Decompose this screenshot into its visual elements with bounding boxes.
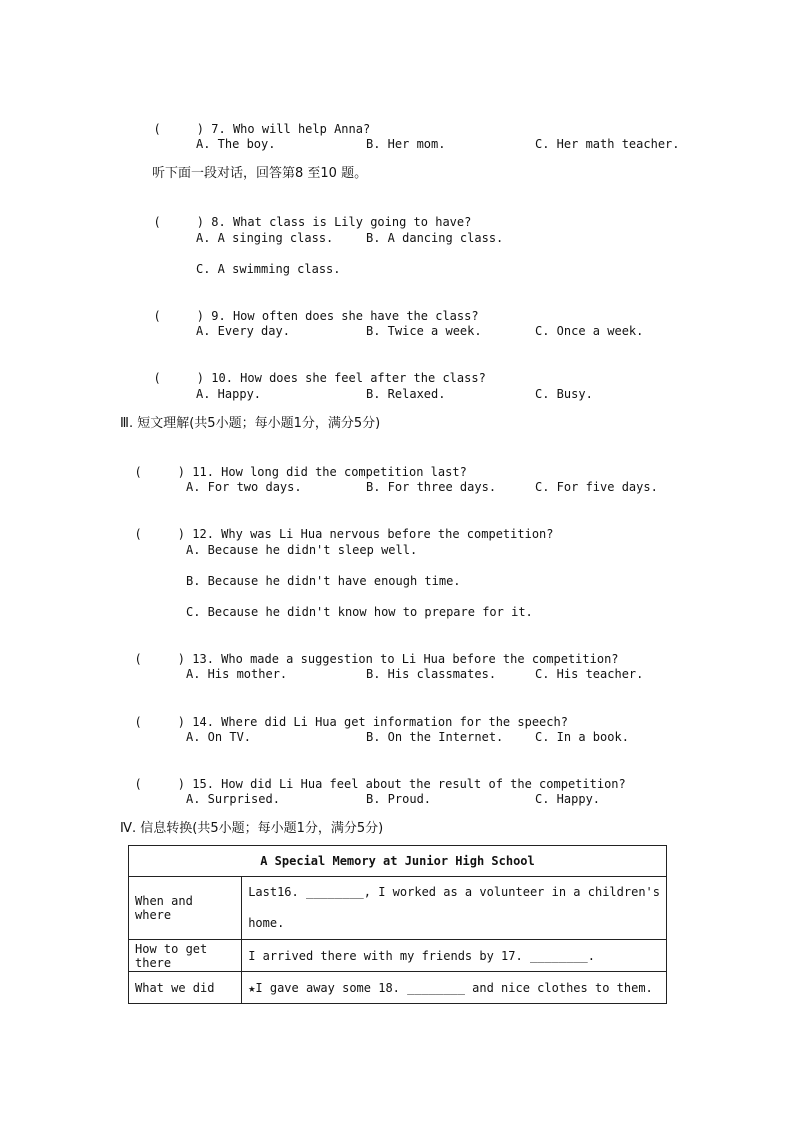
option-a: A. Every day.	[196, 324, 290, 338]
row-content: I arrived there with my friends by 17. ________.	[242, 940, 667, 972]
answer-paren[interactable]: ( )	[153, 309, 205, 323]
answer-paren[interactable]: ( )	[153, 215, 205, 229]
option-b: B. His classmates.	[366, 667, 497, 681]
row-label: When and where	[129, 877, 242, 940]
option-b: B. For three days.	[366, 480, 497, 494]
option-b: B. On the Internet.	[366, 730, 504, 744]
question-stem: 8. What class is Lily going to have?	[211, 215, 472, 229]
answer-paren[interactable]: ( )	[153, 371, 205, 385]
option-c: C. His teacher.	[535, 667, 644, 681]
question-stem: 14. Where did Li Hua get information for the speech?	[192, 715, 568, 729]
question-stem: 9. How often does she have the class?	[211, 309, 479, 323]
answer-paren[interactable]: ( )	[153, 122, 205, 136]
option-c: C. For five days.	[535, 480, 658, 494]
option-a: A. For two days.	[186, 480, 302, 494]
question-13	[120, 635, 619, 667]
option-c: C. Because he didn't know how to prepare for it.	[186, 605, 533, 619]
option-c: C. In a book.	[535, 730, 629, 744]
option-b: B. Her mom.	[366, 137, 446, 151]
question-7	[139, 105, 370, 137]
section-4-header: Ⅳ. 信息转换(共5小题；每小题1分，满分5分)	[120, 821, 384, 836]
option-c: C. Busy.	[535, 387, 593, 401]
question-8	[139, 198, 471, 230]
section-3-header: Ⅲ. 短文理解(共5小题；每小题1分，满分5分)	[120, 416, 381, 431]
question-stem: 12. Why was Li Hua nervous before the competition?	[192, 527, 554, 541]
option-b: B. A dancing class.	[366, 231, 504, 245]
answer-paren[interactable]: ( )	[134, 777, 186, 791]
answer-paren[interactable]: ( )	[134, 652, 186, 666]
option-c: C. A swimming class.	[196, 262, 341, 276]
answer-paren[interactable]: ( )	[134, 465, 186, 479]
option-a: A. Because he didn't sleep well.	[186, 543, 418, 557]
answer-paren[interactable]: ( )	[134, 715, 186, 729]
option-b: B. Relaxed.	[366, 387, 446, 401]
answer-paren[interactable]: ( )	[134, 527, 186, 541]
option-b: B. Because he didn't have enough time.	[186, 574, 461, 588]
row-content-line: home.	[248, 916, 285, 930]
info-transfer-table	[128, 845, 667, 1004]
question-9	[139, 292, 479, 324]
option-c: C. Happy.	[535, 792, 601, 806]
option-a: A. The boy.	[196, 137, 276, 151]
listening-instruction: 听下面一段对话，回答第8 至10 题。	[152, 166, 368, 181]
option-a: A. A singing class.	[196, 231, 334, 245]
option-b: B. Proud.	[366, 792, 432, 806]
table-row	[129, 877, 667, 940]
question-stem: 11. How long did the competition last?	[192, 465, 467, 479]
option-b: B. Twice a week.	[366, 324, 482, 338]
option-c: C. Once a week.	[535, 324, 644, 338]
option-a: A. Happy.	[196, 387, 262, 401]
table-title: A Special Memory at Junior High School	[129, 846, 667, 877]
question-15	[120, 760, 626, 792]
row-content-line: Last16. ________, I worked as a volunteer in a children's	[248, 885, 660, 899]
question-12	[120, 510, 554, 542]
question-stem: 15. How did Li Hua feel about the result of the competition?	[192, 777, 626, 791]
row-content: ★I gave away some 18. ________ and nice clothes to them.	[242, 972, 667, 1004]
question-10	[139, 354, 486, 386]
table-row	[129, 940, 667, 972]
question-stem: 7. Who will help Anna?	[211, 122, 371, 136]
row-label: What we did	[129, 972, 242, 1004]
option-a: A. Surprised.	[186, 792, 280, 806]
row-content	[242, 877, 667, 940]
question-11	[120, 448, 467, 480]
question-stem: 13. Who made a suggestion to Li Hua before the competition?	[192, 652, 619, 666]
table-title-row	[129, 846, 667, 877]
table-row	[129, 972, 667, 1004]
question-stem: 10. How does she feel after the class?	[211, 371, 486, 385]
option-a: A. His mother.	[186, 667, 288, 681]
option-a: A. On TV.	[186, 730, 252, 744]
row-label: How to get there	[129, 940, 242, 972]
option-c: C. Her math teacher.	[535, 137, 680, 151]
question-14	[120, 698, 568, 730]
